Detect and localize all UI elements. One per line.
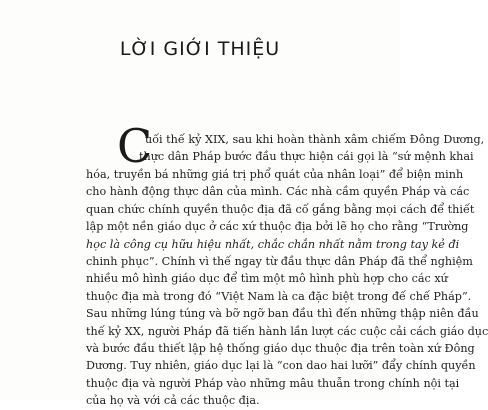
text-line: và bước đầu thiết lập hệ thống giáo dục thuộc địa trên toàn xứ Đông bbox=[86, 342, 475, 356]
text-line: uối thế kỷ XIX, sau khi hoàn thành xâm chiếm Đông Dương, bbox=[145, 133, 485, 146]
text-line: nhiều mô hình giáo dục để tìm một mô hình phù hợp cho các xứ bbox=[86, 272, 448, 286]
text-line: Dương. Tuy nhiên, giáo dục lại là “con dao hai lưỡi” đẩy chính quyền bbox=[86, 359, 476, 373]
text-line: của họ và với cả các thuộc địa. bbox=[86, 394, 260, 408]
body-text bbox=[117, 131, 485, 166]
text-line: thuộc địa và người Pháp vào những mâu thuẫn trong chính nội tại bbox=[86, 376, 460, 390]
text-line: chinh phục”. Chính vì thế ngay từ đầu thực dân Pháp đã thể nghiệm bbox=[86, 255, 473, 269]
text-line: thế kỷ XX, người Pháp đã tiến hành lần lượt các cuộc cải cách giáo dục bbox=[86, 324, 488, 338]
text-line: cho hành động thực dân của mình. Các nhà cầm quyền Pháp và các bbox=[86, 185, 470, 199]
text-line: thực dân Pháp bước đầu thực hiện cái gọi là “sứ mệnh khai bbox=[139, 150, 474, 164]
text-line: học là công cụ hữu hiệu nhất, chắc chắn nhất nằm trong tay kẻ đi bbox=[86, 237, 460, 251]
text-line: Sau những lúng túng và bỡ ngỡ ban đầu thì đến những thập niên đầu bbox=[86, 307, 479, 321]
text-line: quan chức chính quyền thuộc địa đã cố gắng bằng mọi cách để thiết bbox=[86, 202, 475, 216]
body-text-continued bbox=[86, 166, 488, 410]
text-line: thuộc địa mà trong đó “Việt Nam là ca đặc biệt trong đế chế Pháp”. bbox=[86, 289, 472, 303]
text-line: lập một nền giáo dục ở các xứ thuộc địa bởi lẽ họ cho rằng “Trường bbox=[86, 220, 469, 234]
drop-cap: C bbox=[117, 119, 153, 173]
page-title: LỜI GIỚI THIỆU bbox=[119, 38, 281, 60]
text-line: hóa, truyền bá những giá trị phổ quát của nhân loại” để biện minh bbox=[86, 168, 464, 181]
